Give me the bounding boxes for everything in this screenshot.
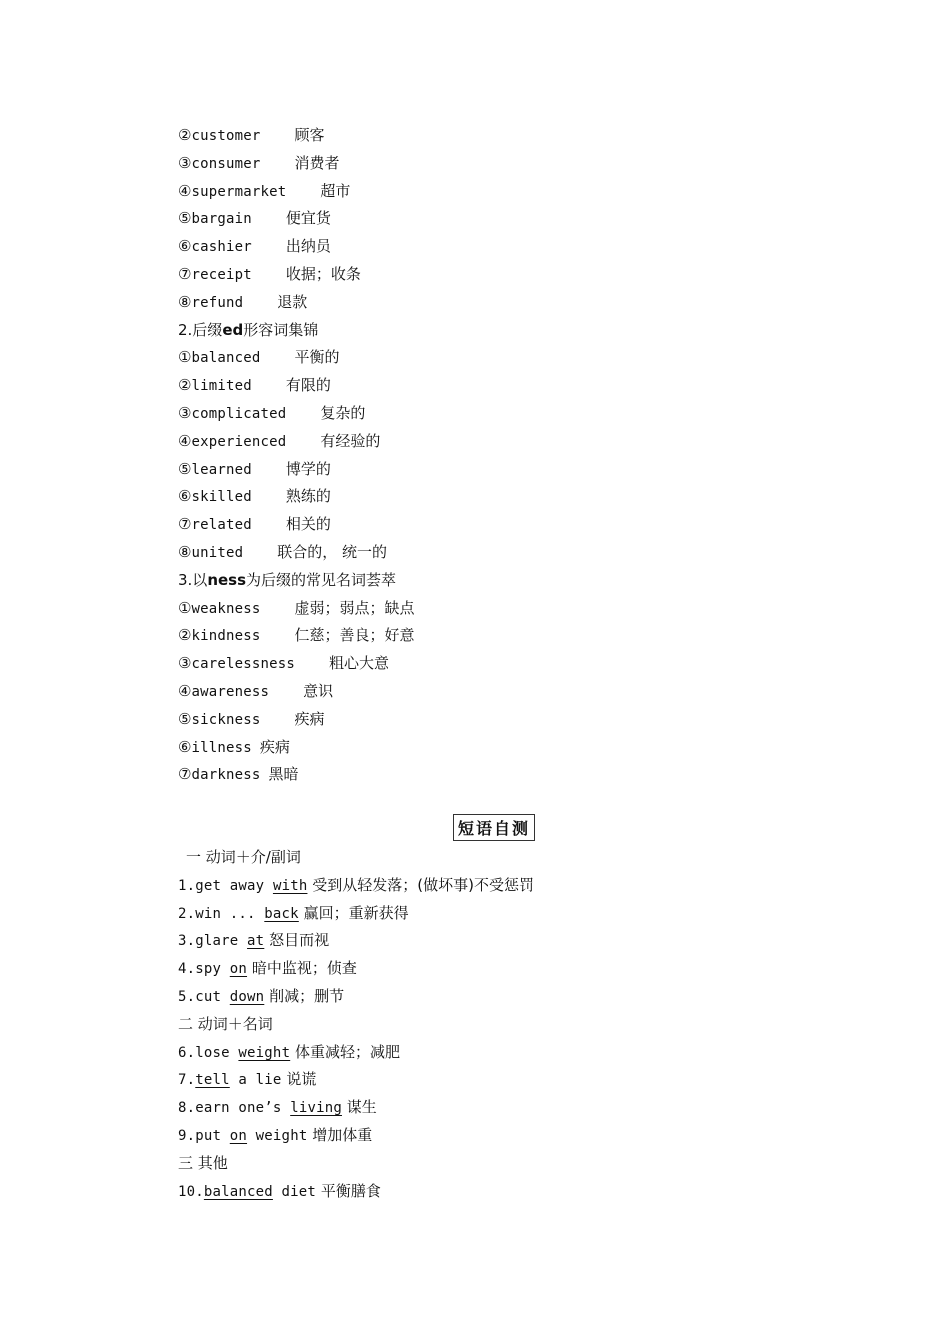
answer-text: living	[290, 1100, 342, 1117]
list-item: ②customer 顾客	[178, 126, 325, 144]
list-item: 6.lose weight 体重减轻；减肥	[178, 1042, 400, 1061]
answer-text: at	[247, 933, 265, 950]
list-item: 3.glare at 怒目而视	[178, 931, 330, 950]
list-item: ③carelessness 粗心大意	[178, 654, 390, 673]
vocabulary-section	[178, 122, 778, 789]
list-item: ①weakness 虚弱；弱点；缺点	[178, 598, 415, 617]
group-heading-verb-prep: 一 动词＋介/副词	[186, 848, 301, 866]
list-item: ⑥skilled 熟练的	[178, 487, 331, 506]
list-item: 4.spy on 暗中监视；侦查	[178, 959, 357, 978]
list-item: 5.cut down 削减；删节	[178, 986, 345, 1005]
list-item: ⑧united 联合的， 统一的	[178, 542, 388, 561]
phrase-test-title: 短语自测	[453, 814, 535, 841]
list-item: 9.put on weight 增加体重	[178, 1125, 373, 1144]
phrase-list-verb-noun	[178, 1039, 778, 1150]
group-heading-verb-noun: 二 动词＋名词	[178, 1014, 273, 1033]
vocab-list-shopping	[178, 122, 778, 317]
answer-text: on	[229, 961, 248, 978]
list-item: ⑥illness 疾病	[178, 737, 290, 756]
answer-text: down	[229, 988, 265, 1005]
list-item: ⑦receipt 收据；收条	[178, 264, 361, 283]
group-heading-other: 三 其他	[178, 1153, 228, 1172]
phrase-section	[178, 844, 778, 1205]
section-heading-ed-adjectives: 2.后缀ed形容词集锦	[178, 320, 319, 339]
list-item: 10.balanced diet 平衡膳食	[178, 1181, 381, 1200]
list-item: 2.win ... back 赢回；重新获得	[178, 903, 409, 922]
section-heading-ness-nouns: 3.以ness为后缀的常见名词荟萃	[178, 570, 397, 589]
list-item: 8.earn one’s living 谋生	[178, 1098, 377, 1117]
list-item: ⑤learned 博学的	[178, 459, 331, 478]
list-item: ⑧refund 退款	[178, 292, 308, 311]
answer-text: with	[272, 877, 308, 894]
list-item: ⑥cashier 出纳员	[178, 237, 331, 256]
answer-text: balanced	[203, 1183, 273, 1200]
list-item: 1.get away with 受到从轻发落；(做坏事)不受惩罚	[178, 875, 534, 894]
list-item: ②kindness 仁慈；善良；好意	[178, 626, 415, 645]
list-item: ④experienced 有经验的	[178, 431, 381, 450]
answer-text: on	[229, 1127, 248, 1144]
list-item: ②limited 有限的	[178, 376, 331, 395]
list-item: ③complicated 复杂的	[178, 403, 366, 422]
list-item: 7.tell a lie 说谎	[178, 1070, 317, 1089]
phrase-list-verb-prep	[178, 872, 778, 1011]
list-item: ⑦darkness 黑暗	[178, 765, 299, 784]
phrase-list-other	[178, 1178, 778, 1206]
list-item: ⑤sickness 疾病	[178, 709, 325, 728]
list-item: ③consumer 消费者	[178, 153, 340, 172]
vocab-list-ness-nouns	[178, 595, 778, 790]
list-item: ④awareness 意识	[178, 681, 334, 700]
list-item: ④supermarket 超市	[178, 181, 351, 200]
list-item: ⑤bargain 便宜货	[178, 209, 331, 228]
answer-text: back	[264, 905, 299, 922]
answer-text: tell	[195, 1072, 230, 1089]
list-item: ⑦related 相关的	[178, 515, 331, 534]
vocab-list-ed-adjectives	[178, 344, 778, 566]
list-item: ①balanced 平衡的	[178, 348, 340, 367]
answer-text: weight	[238, 1044, 291, 1061]
